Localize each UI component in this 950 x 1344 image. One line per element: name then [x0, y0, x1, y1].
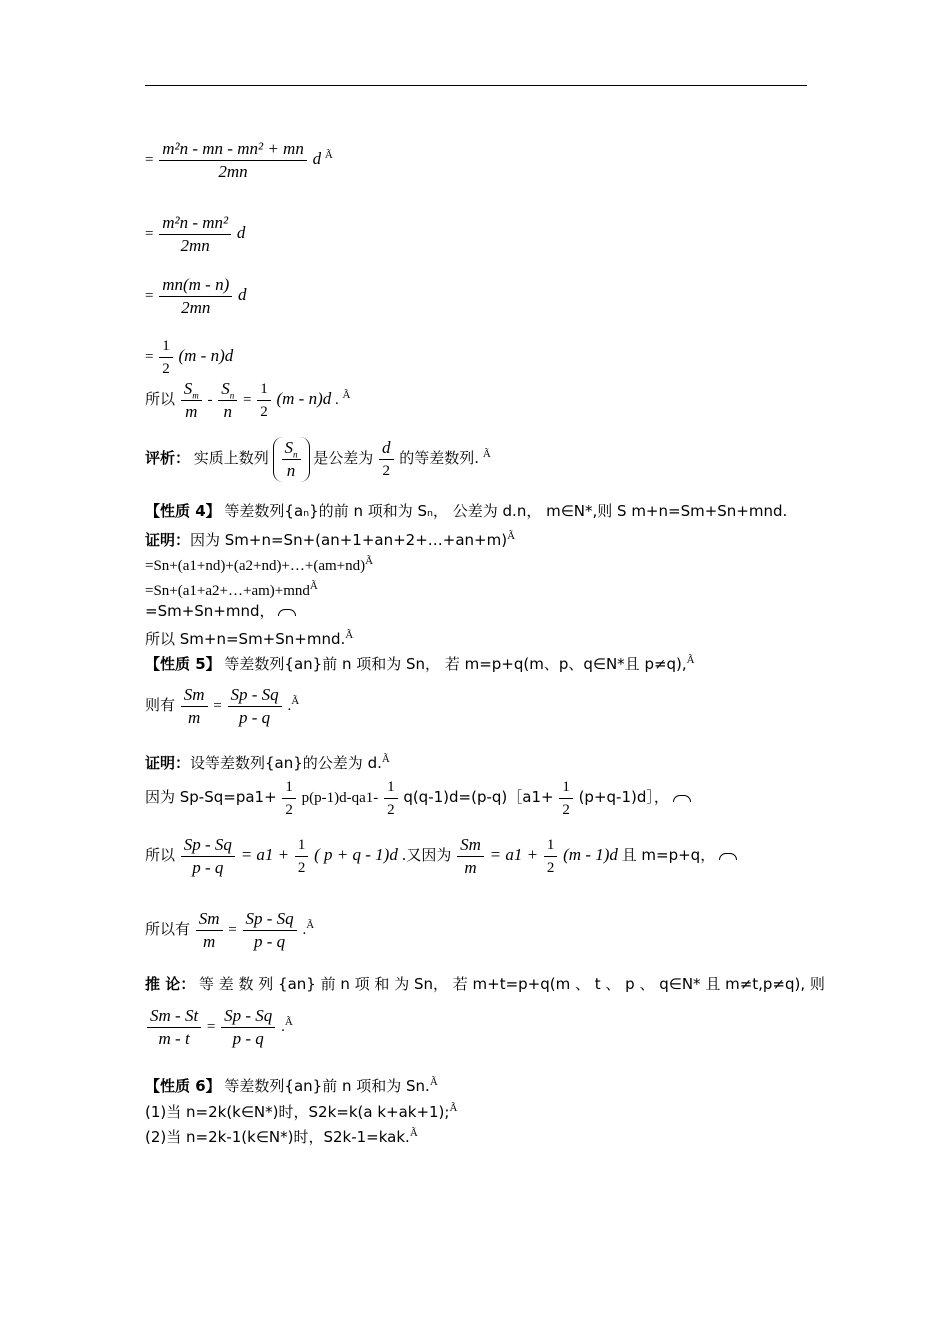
fraction: $\frac{1}{2}$ — [295, 834, 309, 879]
equation-line-5: 所以 $\frac{S_m}{m}$ - $\frac{S_n}{n}$ = $\frac{1}{2}$ (m - n)d . $^Ã$ — [145, 379, 351, 421]
property-5-proof-1: 因为 Sp-Sq=pa1+ $\frac{1}{2}$ p(p-1)d-qa1- $\frac{1}{2}$ q(q-1)d=(p-q)［a1+ $\frac{1}{2}$ (p+q-1)d］， — [145, 776, 691, 821]
equation-line-1: = $\frac{\text{m²n - mn - mn² + mn}}{2mn}$ d $^Ã$ — [145, 139, 333, 181]
property-4-proof-2: $=Sn+(a1+nd)+(a2+nd)+\dots+(am+nd)^Ã$ — [145, 555, 374, 574]
fraction: $\frac{Sm - St}{m - t}$ — [147, 1005, 201, 1050]
equation-line-2: = $\frac{\text{m²n - mn²}}{2mn}$ d — [145, 213, 246, 255]
property-5-proof-2: 所以 $\frac{Sp - Sq}{p - q}$ = a1 + $\frac{1}{2}$ ( p + q - 1)d .又因为 $\frac{Sm}{m}$ = a1 + $\frac{1}{2}$ (m - 1)d 且 m=p+q， — [145, 834, 737, 879]
property-6-case-1: (1)当 n=2k(k∈N*)时，S2k=k(a k+ak+1);$^Ã$ — [145, 1102, 458, 1121]
fraction: $\frac{mn(m - n)}{2mn}$ — [159, 274, 232, 319]
fraction: $\frac{\text{m²n - mn - mn² + mn}}{2mn}$ — [159, 138, 307, 183]
property-6-case-2: (2)当 n=2k-1(k∈N*)时，S2k-1=kak.$^Ã$ — [145, 1127, 418, 1146]
property-6-statement: 【性质 6】 等差数列{an}前 n 项和为 Sn.$^Ã$ — [145, 1076, 438, 1095]
property-5-formula: 则有 $\frac{Sm}{m}$ = $\frac{Sp - Sq}{p - q}$ .$^Ã$ — [145, 685, 300, 727]
equation-line-3: = $\frac{mn(m - n)}{2mn}$ d — [145, 275, 247, 317]
property-4-proof-4: =Sm+Sn+mnd， — [145, 602, 296, 621]
fraction: $\frac{1}{2}$ — [544, 834, 558, 879]
fraction: $\frac{S_n}{n}$ — [282, 437, 301, 482]
fraction: $\frac{d}{2}$ — [379, 437, 394, 482]
fraction: $\frac{\text{m²n - mn²}}{2mn}$ — [159, 212, 231, 257]
fraction: $\frac{S_m}{m}$ — [181, 378, 202, 423]
fraction: $\frac{1}{2}$ — [559, 776, 573, 821]
fraction: $\frac{Sm}{m}$ — [181, 684, 208, 729]
fraction: $\frac{Sp - Sq}{p - q}$ — [228, 684, 282, 729]
fraction: $\frac{Sp - Sq}{p - q}$ — [243, 908, 297, 953]
fraction: $\frac{1}{2}$ — [257, 378, 271, 423]
fraction: $\frac{1}{2}$ — [384, 776, 398, 821]
fraction: $\frac{Sm}{m}$ — [457, 834, 484, 879]
property-5-proof-intro: 证明：设等差数列{an}的公差为 d.$^Ã$ — [145, 753, 390, 772]
property-5-conclusion: 所以有 $\frac{Sm}{m}$ = $\frac{Sp - Sq}{p - q}$ .$^Ã$ — [145, 909, 315, 951]
fraction: $\frac{S_n}{n}$ — [218, 378, 237, 423]
arc-mark-icon — [719, 853, 737, 860]
property-5-statement: 【性质 5】 等差数列{an}前 n 项和为 Sn， 若 m=p+q(m、p、q∈N*且 p≠q),$^Ã$ — [145, 654, 695, 673]
arc-mark-icon — [278, 609, 296, 616]
comment-line: 评析： 实质上数列 $\frac{S_n}{n}$ 是公差为 $\frac{d}{2}$ 的等差数列. $^Ã$ — [145, 438, 491, 480]
corollary-statement: 推 论： 等 差 数 列 {an} 前 n 项 和 为 Sn， 若 m+t=p+q(m 、 t 、 p 、 q∈N* 且 m≠t,p≠q), 则 — [145, 975, 825, 993]
fraction: $\frac{Sp - Sq}{p - q}$ — [181, 834, 235, 879]
equation-line-4: = $\frac{1}{2}$ (m - n)d — [145, 335, 233, 380]
corollary-formula: $\frac{Sm - St}{m - t}$ = $\frac{Sp - Sq}{p - q}$ .$^Ã$ — [145, 1005, 293, 1050]
property-4-proof-3: =Sn+(a1+a2+…+am)+mnd$^Ã$ — [145, 580, 318, 599]
property-4-proof-1: 证明：因为 Sm+n=Sn+(an+1+an+2+…+an+m)$^Ã$ — [145, 530, 516, 549]
fraction: $\frac{Sp - Sq}{p - q}$ — [221, 1005, 275, 1050]
fraction: $\frac{1}{2}$ — [282, 776, 296, 821]
property-4-proof-5: 所以 Sm+n=Sm+Sn+mnd.$^Ã$ — [145, 629, 354, 648]
fraction: $\frac{1}{2}$ — [159, 335, 173, 380]
fraction: $\frac{Sm}{m}$ — [196, 908, 223, 953]
sequence-brace — [273, 437, 310, 482]
arc-mark-icon — [673, 795, 691, 802]
property-4-statement: 【性质 4】 等差数列{aₙ}的前 n 项和为 Sₙ， 公差为 d.n， m∈N*,则 S m+n=Sm+Sn+mnd. — [145, 502, 788, 520]
header-rule — [145, 85, 807, 86]
